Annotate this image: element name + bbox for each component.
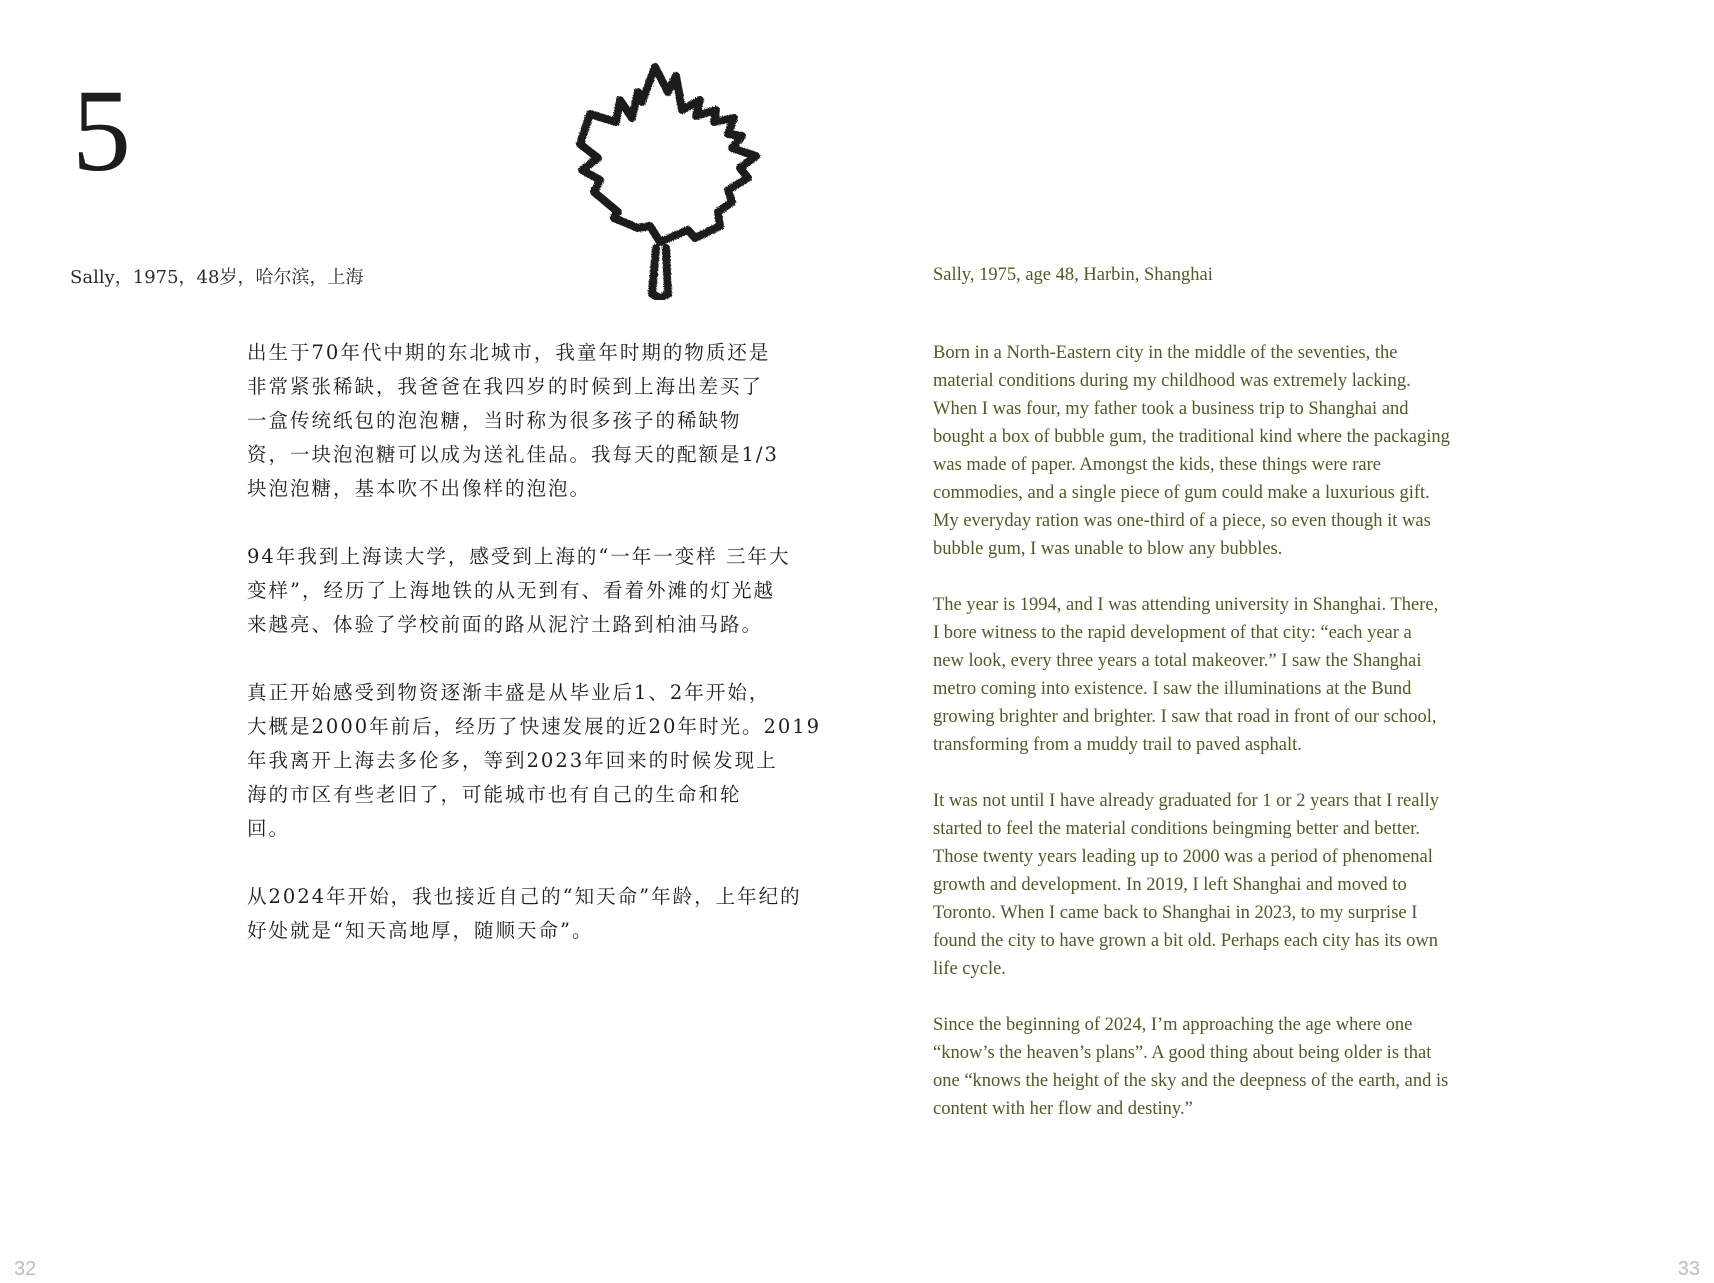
chapter-number: 5 bbox=[72, 65, 131, 196]
chinese-paragraph bbox=[247, 880, 803, 948]
chinese-paragraph bbox=[247, 676, 822, 846]
english-body-text bbox=[933, 339, 1493, 1151]
chinese-body-text bbox=[247, 336, 822, 982]
text-line: was made of paper. Amongst the kids, these things were rare bbox=[933, 455, 1381, 475]
english-paragraph bbox=[933, 1011, 1493, 1123]
text-line: “know’s the heaven’s plans”. A good thing about being older is that bbox=[933, 1043, 1432, 1063]
english-paragraph bbox=[933, 339, 1493, 563]
text-line: 从2024年开始，我也接近自己的“知天命”年龄，上年纪的 bbox=[247, 885, 802, 908]
text-line: commodies, and a single piece of gum could make a luxurious gift. bbox=[933, 483, 1430, 503]
text-line: Toronto. When I came back to Shanghai in 2023, to my surprise I bbox=[933, 903, 1418, 923]
text-line: bought a box of bubble gum, the traditional kind where the packaging bbox=[933, 427, 1450, 447]
text-line: Those twenty years leading up to 2000 was a period of phenomenal bbox=[933, 847, 1433, 867]
text-line: 好处就是“知天高地厚，随顺天命”。 bbox=[247, 919, 594, 942]
text-line: started to feel the material conditions beingming better and better. bbox=[933, 819, 1421, 839]
text-line: new look, every three years a total makeover.” I saw the Shanghai bbox=[933, 651, 1422, 671]
text-line: 海的市区有些老旧了，可能城市也有自己的生命和轮 bbox=[247, 783, 742, 806]
chinese-paragraph bbox=[247, 336, 803, 506]
text-line: growing brighter and brighter. I saw that road in front of our school, bbox=[933, 707, 1437, 727]
page-number-left: 32 bbox=[14, 1258, 37, 1280]
text-line: Born in a North-Eastern city in the middle of the seventies, the bbox=[933, 343, 1398, 363]
text-line: growth and development. In 2019, I left Shanghai and moved to bbox=[933, 875, 1407, 895]
text-line: transforming from a muddy trail to paved asphalt. bbox=[933, 735, 1302, 755]
text-line: I bore witness to the rapid development of that city: “each year a bbox=[933, 623, 1412, 643]
text-line: My everyday ration was one-third of a piece, so even though it was bbox=[933, 511, 1431, 531]
text-line: one “knows the height of the sky and the deepness of the earth, and is bbox=[933, 1071, 1449, 1091]
text-line: content with her flow and destiny.” bbox=[933, 1099, 1193, 1119]
text-line: material conditions during my childhood was extremely lacking. bbox=[933, 371, 1411, 391]
text-line: When I was four, my father took a business trip to Shanghai and bbox=[933, 399, 1409, 419]
text-line: 出生于70年代中期的东北城市，我童年时期的物质还是 bbox=[247, 341, 771, 364]
text-line: 年我离开上海去多伦多，等到2023年回来的时候发现上 bbox=[247, 749, 778, 772]
text-line: 94年我到上海读大学，感受到上海的“一年一变样 三年大 bbox=[247, 545, 791, 568]
text-line: 变样”，经历了上海地铁的从无到有、看着外滩的灯光越 bbox=[247, 579, 775, 602]
text-line: The year is 1994, and I was attending university in Shanghai. There, bbox=[933, 595, 1439, 615]
text-line: Since the beginning of 2024, I’m approaching the age where one bbox=[933, 1015, 1413, 1035]
chinese-byline: Sally，1975，48岁，哈尔滨，上海 bbox=[70, 267, 364, 288]
text-line: 资，一块泡泡糖可以成为送礼佳品。我每天的配额是1/3 bbox=[247, 443, 779, 466]
english-paragraph bbox=[933, 591, 1493, 759]
text-line: bubble gum, I was unable to blow any bubbles. bbox=[933, 539, 1283, 559]
text-line: 一盒传统纸包的泡泡糖，当时称为很多孩子的稀缺物 bbox=[247, 409, 742, 432]
page-number-right: 33 bbox=[1677, 1258, 1700, 1280]
text-line: 大概是2000年前后，经历了快速发展的近20年时光。2019 bbox=[247, 715, 822, 738]
text-line: 块泡泡糖，基本吹不出像样的泡泡。 bbox=[247, 477, 592, 500]
text-line: 回。 bbox=[247, 817, 291, 840]
text-line: metro coming into existence. I saw the illuminations at the Bund bbox=[933, 679, 1412, 699]
maple-leaf-icon bbox=[560, 62, 780, 300]
text-line: found the city to have grown a bit old. Perhaps each city has its own bbox=[933, 931, 1439, 951]
text-line: It was not until I have already graduated for 1 or 2 years that I really bbox=[933, 791, 1439, 811]
english-byline: Sally, 1975, age 48, Harbin, Shanghai bbox=[933, 265, 1213, 285]
text-line: 非常紧张稀缺，我爸爸在我四岁的时候到上海出差买了 bbox=[247, 375, 764, 398]
text-line: 真正开始感受到物资逐渐丰盛是从毕业后1、2年开始， bbox=[247, 681, 771, 704]
text-line: life cycle. bbox=[933, 959, 1006, 979]
text-line: 来越亮、体验了学校前面的路从泥泞土路到柏油马路。 bbox=[247, 613, 764, 636]
chinese-paragraph bbox=[247, 540, 803, 642]
english-paragraph bbox=[933, 787, 1493, 983]
